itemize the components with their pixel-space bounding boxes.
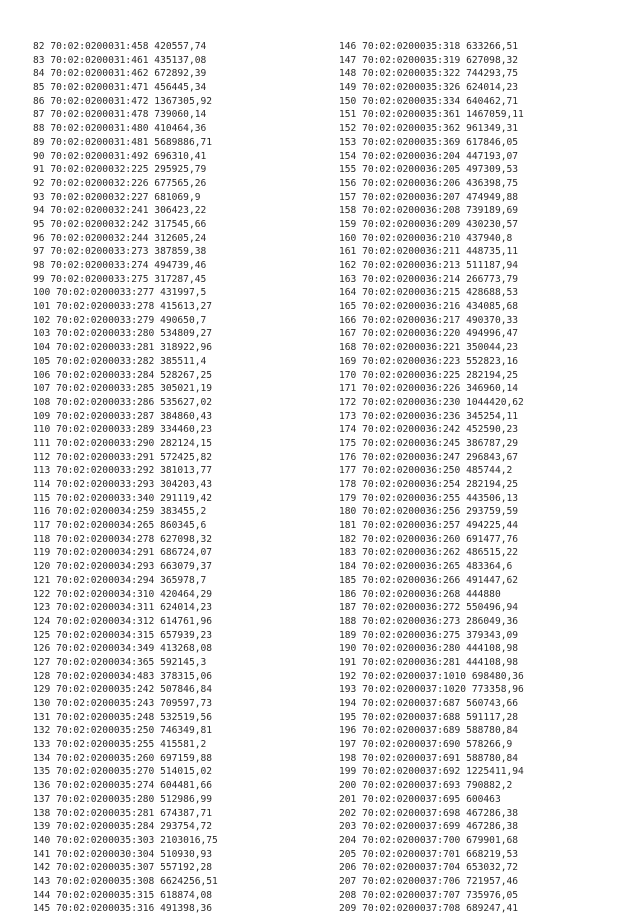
list-line: 102 70:02:0200033:279 490650,7 [33, 314, 207, 326]
list-line: 179 70:02:0200036:255 443506,13 [339, 492, 519, 504]
list-line: 161 70:02:0200036:211 448735,11 [339, 246, 519, 258]
list-line: 114 70:02:0200033:293 304203,43 [33, 479, 213, 490]
list-line: 186 70:02:0200036:268 444880 [339, 588, 501, 600]
list-line: 167 70:02:0200036:220 494996,47 [339, 328, 519, 340]
list-line: 124 70:02:0200034:312 614761,96 [33, 615, 213, 627]
list-line: 84 70:02:0200031:462 672892,39 [33, 68, 207, 80]
list-line: 155 70:02:0200036:205 497309,53 [339, 164, 519, 176]
list-line: 200 70:02:0200037:693 790882,2 [339, 780, 513, 792]
list-line: 163 70:02:0200036:214 266773,79 [339, 273, 519, 285]
list-line: 159 70:02:0200036:209 430230,57 [339, 218, 519, 230]
list-line: 112 70:02:0200033:291 572425,82 [33, 451, 213, 463]
list-line: 201 70:02:0200037:695 600463 [339, 793, 501, 805]
list-line: 154 70:02:0200036:204 447193,07 [339, 150, 519, 162]
list-line: 108 70:02:0200033:286 535627,02 [33, 396, 213, 408]
list-line: 165 70:02:0200036:216 434085,68 [339, 301, 519, 313]
list-line: 92 70:02:0200032:226 677565,26 [33, 177, 207, 189]
list-line: 113 70:02:0200033:292 381013,77 [33, 465, 213, 477]
list-line: 174 70:02:0200036:242 452590,23 [339, 424, 519, 436]
list-line: 190 70:02:0200036:280 444108,98 [339, 643, 519, 655]
list-line: 187 70:02:0200036:272 550496,94 [339, 602, 519, 614]
list-line: 168 70:02:0200036:221 350044,23 [339, 342, 519, 354]
list-line: 171 70:02:0200036:226 346960,14 [339, 383, 519, 395]
list-line: 207 70:02:0200037:706 721957,46 [339, 875, 519, 887]
list-line: 185 70:02:0200036:266 491447,62 [339, 574, 519, 586]
list-line: 105 70:02:0200033:282 385511,4 [33, 355, 207, 367]
list-line: 209 70:02:0200037:708 689247,41 [339, 903, 519, 915]
list-line: 208 70:02:0200037:707 735976,05 [339, 889, 519, 901]
list-line: 86 70:02:0200031:472 1367305,92 [33, 95, 213, 107]
list-line: 129 70:02:0200035:242 507846,84 [33, 684, 213, 696]
list-line: 147 70:02:0200035:319 627098,32 [339, 54, 519, 66]
list-line: 95 70:02:0200032:242 317545,66 [33, 218, 207, 230]
list-line: 137 70:02:0200035:280 512986,99 [33, 793, 213, 805]
list-line: 130 70:02:0200035:243 709597,73 [33, 698, 213, 709]
list-line: 204 70:02:0200037:700 679901,68 [339, 834, 519, 846]
list-line: 150 70:02:0200035:334 640462,71 [339, 95, 519, 107]
list-line: 98 70:02:0200033:274 494739,46 [33, 260, 207, 271]
list-line: 83 70:02:0200031:461 435137,08 [33, 54, 207, 66]
list-line: 149 70:02:0200035:326 624014,23 [339, 82, 519, 94]
list-line: 170 70:02:0200036:225 282194,25 [339, 369, 519, 381]
list-line: 131 70:02:0200035:248 532519,56 [33, 711, 213, 723]
list-line: 97 70:02:0200033:273 387859,38 [33, 246, 207, 258]
list-line: 193 70:02:0200037:1020 773358,96 [339, 684, 524, 696]
list-line: 158 70:02:0200036:208 739189,69 [339, 205, 519, 217]
list-line: 205 70:02:0200037:701 668219,53 [339, 848, 519, 860]
list-line: 138 70:02:0200035:281 674387,71 [33, 807, 213, 819]
list-line: 126 70:02:0200034:349 413268,08 [33, 643, 213, 655]
list-line: 85 70:02:0200031:471 456445,34 [33, 82, 207, 94]
list-line: 122 70:02:0200034:310 420464,29 [33, 588, 213, 600]
list-line: 120 70:02:0200034:293 663079,37 [33, 561, 213, 573]
list-line: 183 70:02:0200036:262 486515,22 [339, 547, 519, 559]
list-line: 104 70:02:0200033:281 318922,96 [33, 342, 213, 354]
list-line: 142 70:02:0200035:307 557192,28 [33, 862, 213, 874]
list-line: 128 70:02:0200034:483 378315,06 [33, 670, 213, 682]
list-line: 91 70:02:0200032:225 295925,79 [33, 164, 207, 176]
list-line: 141 70:02:0200030:304 510930,93 [33, 848, 213, 860]
list-line: 106 70:02:0200033:284 528267,25 [33, 369, 213, 381]
list-line: 89 70:02:0200031:481 5689886,71 [33, 136, 213, 148]
list-line: 166 70:02:0200036:217 490370,33 [339, 314, 519, 326]
list-line: 153 70:02:0200035:369 617846,05 [339, 136, 519, 148]
list-line: 87 70:02:0200031:478 739060,14 [33, 109, 207, 121]
right-column [339, 40, 524, 916]
list-line: 203 70:02:0200037:699 467286,38 [339, 821, 519, 833]
list-line: 189 70:02:0200036:275 379343,09 [339, 629, 519, 641]
list-line: 178 70:02:0200036:254 282194,25 [339, 479, 519, 490]
list-line: 82 70:02:0200031:458 420557,74 [33, 41, 207, 52]
list-line: 125 70:02:0200034:315 657939,23 [33, 629, 213, 641]
list-line: 148 70:02:0200035:322 744293,75 [339, 68, 519, 80]
list-line: 206 70:02:0200037:704 653032,72 [339, 862, 519, 874]
list-line: 192 70:02:0200037:1010 698480,36 [339, 670, 524, 682]
list-line: 109 70:02:0200033:287 384860,43 [33, 410, 213, 422]
list-line: 197 70:02:0200037:690 578266,9 [339, 739, 513, 751]
list-line: 181 70:02:0200036:257 494225,44 [339, 520, 519, 532]
list-line: 135 70:02:0200035:270 514015,02 [33, 766, 213, 778]
list-line: 157 70:02:0200036:207 474949,88 [339, 191, 519, 203]
list-line: 119 70:02:0200034:291 686724,07 [33, 547, 213, 559]
list-line: 88 70:02:0200031:480 410464,36 [33, 123, 207, 135]
list-line: 94 70:02:0200032:241 306423,22 [33, 205, 207, 217]
list-line: 118 70:02:0200034:278 627098,32 [33, 533, 213, 545]
list-line: 182 70:02:0200036:260 691477,76 [339, 533, 519, 545]
list-line: 162 70:02:0200036:213 511187,94 [339, 260, 519, 271]
list-line: 202 70:02:0200037:698 467286,38 [339, 807, 519, 819]
list-line: 139 70:02:0200035:284 293754,72 [33, 821, 213, 833]
list-line: 121 70:02:0200034:294 365978,7 [33, 574, 207, 586]
list-line: 116 70:02:0200034:259 383455,2 [33, 506, 207, 518]
list-line: 191 70:02:0200036:281 444108,98 [339, 656, 519, 668]
list-line: 115 70:02:0200033:340 291119,42 [33, 492, 213, 504]
list-line: 199 70:02:0200037:692 1225411,94 [339, 766, 524, 778]
list-line: 123 70:02:0200034:311 624014,23 [33, 602, 213, 614]
list-line: 140 70:02:0200035:303 2103016,75 [33, 834, 218, 846]
list-line: 146 70:02:0200035:318 633266,51 [339, 41, 519, 52]
list-line: 188 70:02:0200036:273 286049,36 [339, 615, 519, 627]
list-line: 127 70:02:0200034:365 592145,3 [33, 656, 207, 668]
list-line: 175 70:02:0200036:245 386787,29 [339, 437, 519, 449]
list-line: 172 70:02:0200036:230 1044420,62 [339, 396, 524, 408]
list-line: 99 70:02:0200033:275 317287,45 [33, 273, 207, 285]
list-line: 160 70:02:0200036:210 437940,8 [339, 232, 513, 244]
list-line: 152 70:02:0200035:362 961349,31 [339, 123, 519, 135]
list-line: 133 70:02:0200035:255 415581,2 [33, 739, 207, 751]
left-column [33, 40, 218, 916]
list-line: 184 70:02:0200036:265 483364,6 [339, 561, 513, 573]
list-line: 107 70:02:0200033:285 305021,19 [33, 383, 213, 395]
list-line: 100 70:02:0200033:277 431997,5 [33, 287, 207, 299]
list-line: 103 70:02:0200033:280 534809,27 [33, 328, 213, 340]
list-line: 134 70:02:0200035:260 697159,88 [33, 752, 213, 764]
list-line: 194 70:02:0200037:687 560743,66 [339, 698, 519, 709]
list-line: 110 70:02:0200033:289 334460,23 [33, 424, 213, 436]
list-line: 156 70:02:0200036:206 436398,75 [339, 177, 519, 189]
list-line: 196 70:02:0200037:689 588780,84 [339, 725, 519, 737]
list-line: 180 70:02:0200036:256 293759,59 [339, 506, 519, 518]
list-line: 195 70:02:0200037:688 591117,28 [339, 711, 519, 723]
list-line: 151 70:02:0200035:361 1467059,11 [339, 109, 524, 121]
list-line: 144 70:02:0200035:315 618874,08 [33, 889, 213, 901]
list-line: 96 70:02:0200032:244 312605,24 [33, 232, 207, 244]
list-line: 198 70:02:0200037:691 588780,84 [339, 752, 519, 764]
list-line: 145 70:02:0200035:316 491398,36 [33, 903, 213, 915]
list-line: 101 70:02:0200033:278 415613,27 [33, 301, 213, 313]
list-line: 169 70:02:0200036:223 552823,16 [339, 355, 519, 367]
list-line: 177 70:02:0200036:250 485744,2 [339, 465, 513, 477]
list-line: 136 70:02:0200035:274 604481,66 [33, 780, 213, 792]
list-line: 93 70:02:0200032:227 681069,9 [33, 191, 201, 203]
list-line: 173 70:02:0200036:236 345254,11 [339, 410, 519, 422]
list-line: 90 70:02:0200031:492 696310,41 [33, 150, 207, 162]
list-line: 164 70:02:0200036:215 428688,53 [339, 287, 519, 299]
list-line: 111 70:02:0200033:290 282124,15 [33, 437, 213, 449]
list-line: 176 70:02:0200036:247 296843,67 [339, 451, 519, 463]
list-line: 132 70:02:0200035:250 746349,81 [33, 725, 213, 737]
list-line: 117 70:02:0200034:265 860345,6 [33, 520, 207, 532]
list-line: 143 70:02:0200035:308 6624256,51 [33, 875, 218, 887]
